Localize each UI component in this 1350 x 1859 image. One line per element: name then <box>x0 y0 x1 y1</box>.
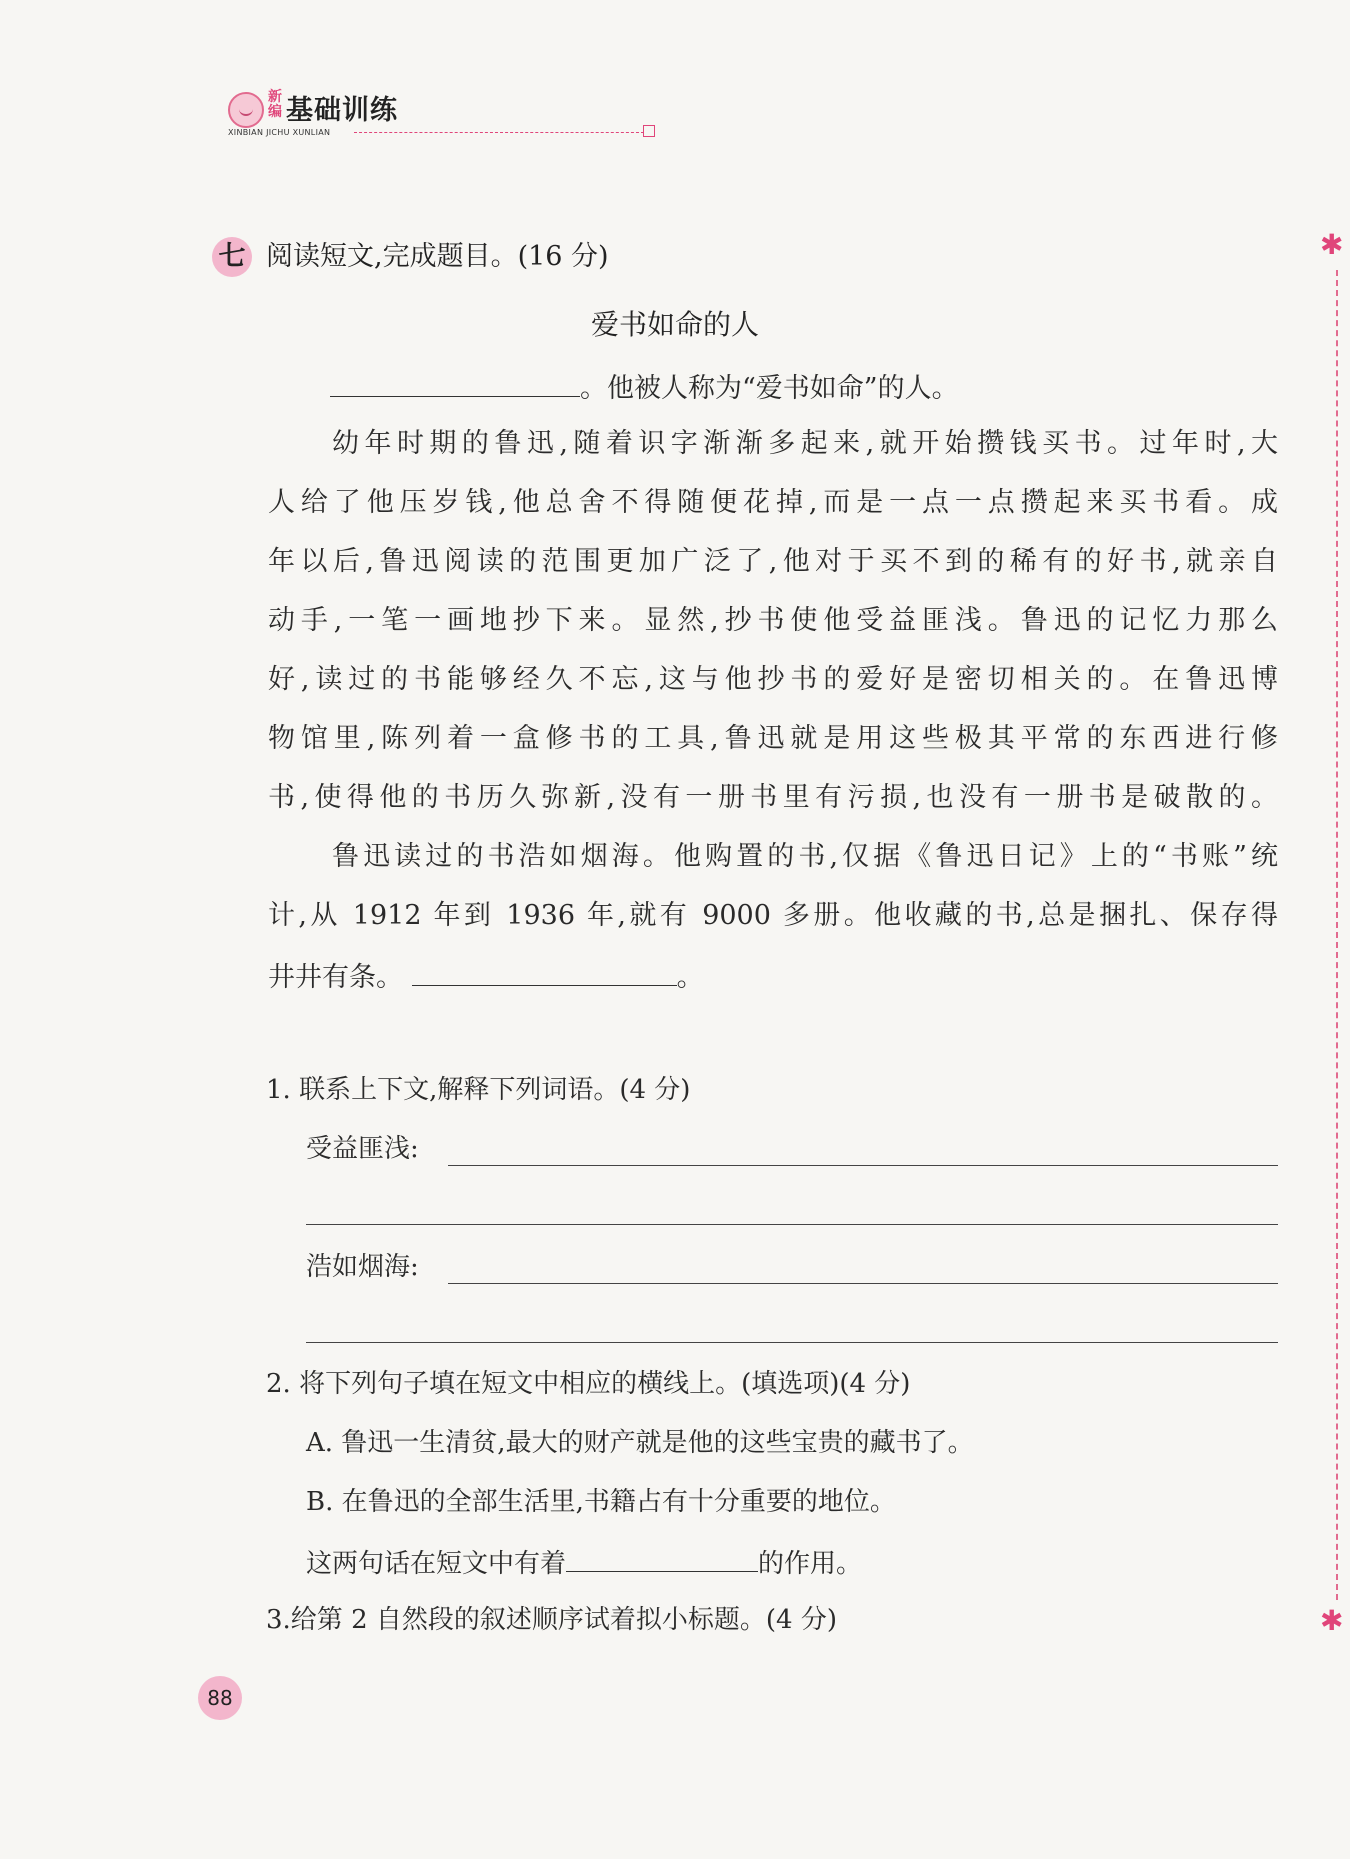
passage-line: 鲁迅读过的书浩如烟海。他购置的书,仅据《鲁迅日记》上的“书账”统 <box>332 841 1278 872</box>
term-label-2: 浩如烟海: <box>306 1252 419 1282</box>
passage-line: 书,使得他的书历久弥新,没有一册书里有污损,也没有一册书是破散的。 <box>268 782 1278 813</box>
passage-line: 物馆里,陈列着一盒修书的工具,鲁迅就是用这些极其平常的东西进行修 <box>268 723 1278 754</box>
answer-line[interactable] <box>306 1224 1278 1225</box>
passage-last-line <box>268 955 704 998</box>
passage-line: 年以后,鲁迅阅读的范围更加广泛了,他对于买不到的稀有的好书,就亲自 <box>268 546 1278 577</box>
fill-sentence <box>306 1541 862 1584</box>
option-b: B. 在鲁迅的全部生活里,书籍占有十分重要的地位。 <box>306 1487 896 1517</box>
section-instruction: 阅读短文,完成题目。(16 分) <box>266 241 609 272</box>
passage-line: 好,读过的书能够经久不忘,这与他抄书的爱好是密切相关的。在鲁迅博 <box>268 664 1278 695</box>
star-icon: ✱ <box>1320 1604 1344 1637</box>
logo-subtitle: XINBIAN JICHU XUNLIAN <box>228 128 331 137</box>
margin-cut-line <box>1336 270 1338 1600</box>
answer-blank-2[interactable] <box>412 955 677 986</box>
page-number: 88 <box>198 1676 242 1720</box>
answer-line[interactable] <box>448 1283 1278 1284</box>
passage-line: 计,从 1912 年到 1936 年,就有 9000 多册。他收藏的书,总是捆扎、保存得 <box>268 900 1278 931</box>
logo-xin-text: 新编 <box>268 89 282 120</box>
answer-blank-1[interactable] <box>330 366 580 397</box>
logo-box-icon <box>643 125 655 137</box>
passage-line: 人给了他压岁钱,他总舍不得随便花掉,而是一点一点攒起来买书看。成 <box>268 487 1278 518</box>
section-number-badge: 七 <box>212 237 252 277</box>
star-icon: ✱ <box>1320 228 1344 261</box>
question-3: 3.给第 2 自然段的叙述顺序试着拟小标题。(4 分) <box>266 1605 837 1635</box>
passage-paragraph-1 <box>330 366 959 409</box>
answer-line[interactable] <box>448 1165 1278 1166</box>
mascot-icon <box>228 92 264 128</box>
passage-last-line-prefix: 井井有条。 <box>268 962 403 993</box>
option-a: A. 鲁迅一生清贫,最大的财产就是他的这些宝贵的藏书了。 <box>306 1428 974 1458</box>
fill-suffix: 的作用。 <box>758 1549 863 1579</box>
passage-line: 幼年时期的鲁迅,随着识字渐渐多起来,就开始攒钱买书。过年时,大 <box>332 428 1278 459</box>
term-label-1: 受益匪浅: <box>306 1134 419 1164</box>
answer-blank-3[interactable] <box>566 1541 758 1572</box>
series-logo <box>228 88 428 140</box>
paragraph-1-text: 。他被人称为“爱书如命”的人。 <box>580 373 959 404</box>
fill-prefix: 这两句话在短文中有着 <box>306 1549 567 1579</box>
logo-title: 基础训练 <box>286 95 398 126</box>
question-2: 2. 将下列句子填在短文中相应的横线上。(填选项)(4 分) <box>266 1369 911 1399</box>
logo-divider <box>354 132 644 133</box>
question-1: 1. 联系上下文,解释下列词语。(4 分) <box>266 1075 691 1105</box>
passage-last-line-suffix: 。 <box>676 962 704 993</box>
passage-line: 动手,一笔一画地抄下来。显然,抄书使他受益匪浅。鲁迅的记忆力那么 <box>268 605 1278 636</box>
answer-line[interactable] <box>306 1342 1278 1343</box>
passage-title: 爱书如命的人 <box>590 308 759 341</box>
